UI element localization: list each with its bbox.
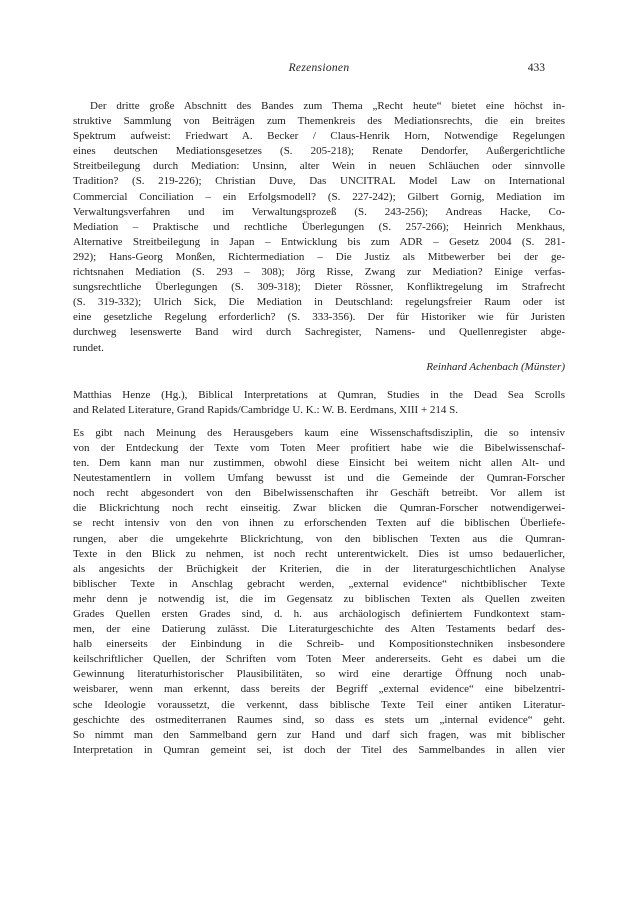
text-line: mehr denn je notwendig ist, die im Gegensatz zu biblischen Texten als Quellen zweiten	[73, 592, 565, 605]
text-line: Es gibt nach Meinung des Herausgebers kaum eine Wissenschaftsdisziplin, die so intensiv	[73, 426, 565, 439]
text-line: geschichte des ostmediterranen Raumes sind, so dass es stets um „internal evidence“ geht.	[73, 713, 565, 726]
text-line: Tradition? (S. 219-226); Christian Duve, Das UNCITRAL Model Law on International	[73, 175, 565, 188]
text-line: Der dritte große Abschnitt des Bandes zum Thema „Recht heute“ bietet eine höchst in-	[90, 100, 565, 112]
text-line: se recht intensiv von den von ihnen zu erforschenden Texten auf die biblischen Überliefe-	[73, 517, 565, 530]
text-line: and Related Literature, Grand Rapids/Cambridge U. K.: W. B. Eerdmans, XIII + 214 S.	[73, 403, 459, 416]
text-line: 292); Hans-Georg Monßen, Richtermediation – Die Justiz als Mitbewerber bei der ge-	[73, 250, 565, 263]
running-head-title: Rezensionen	[288, 62, 350, 74]
book-heading	[73, 388, 565, 418]
text-line: weisbarer, wenn man erkennt, dass bereits der Begriff „external evidence“ eine bibelzentri-	[73, 683, 565, 696]
text-line: rungen, aber die umgekehrte Blickrichtung, von den biblischen Texten aus die Qumran-	[73, 532, 565, 545]
review-mediation-paragraph	[73, 99, 565, 356]
text-line: struktive Sammlung von Beiträgen zum Themenkreis des Mediationsrechts, die ein breites	[73, 115, 565, 128]
text-line: Streitbeilegung durch Mediation: Unsinn, alter Wein in neuen Schläuchen oder sinnvolle	[73, 160, 565, 173]
paragraph-lines	[73, 99, 565, 341]
page-number: 433	[527, 62, 545, 74]
paragraph-lines	[73, 426, 565, 758]
text-line: als angesichts der Brüchigkeit der Kriterien, die in der literaturgeschichtlichen Analyse	[73, 562, 565, 575]
text-line: Grades Quellen ersten Grades sind, d. h. aus archäologisch definiertem Fundkontext stam-	[73, 608, 565, 620]
text-line: Matthias Henze (Hg.), Biblical Interpretations at Qumran, Studies in the Dead Sea Scrolls	[73, 388, 565, 401]
text-line: durchweg lesenswerte Band wird durch Sachregister, Namens- und Quellenregister abge-	[73, 326, 565, 339]
text-line: eine gesetzliche Regelung erforderlich? (S. 333-356). Der für Historiker wie für Juristen	[73, 311, 565, 324]
review-qumran-paragraph	[73, 426, 565, 758]
text-line: rundet.	[73, 341, 104, 354]
text-line: noch recht abgesondert von den Bibelwissenschaften ihr Geschäft betreibt. Vor allem ist	[73, 487, 565, 500]
text-line: halb einerseits der Einbindung in die Schreib- und Kompositionstechniken insbesondere	[73, 638, 565, 651]
text-line: richtsnahen Mediation (S. 293 – 308); Jörg Risse, Zwang zur Mediation? Einige verfas-	[73, 266, 565, 279]
text-line: von der Entdeckung der Texte vom Toten Meer profitiert habe wie die Bibelwissenschaf-	[73, 441, 565, 454]
text-line: Neutestamentlern in vollem Umfang bewusst ist und die Gemeinde der Qumran-Forscher	[73, 472, 565, 485]
text-line: Commercial Conciliation – ein Erfolgsmodell? (S. 227-242); Gilbert Gornig, Mediation im	[73, 190, 565, 203]
page-content	[73, 99, 565, 758]
text-line: sungsrechtliche Überlegungen (S. 309-318); Dieter Rössner, Konfliktregelung im Strafrecht	[73, 281, 565, 294]
text-line: sche Ideologie voraussetzt, die verkennt, dass biblische Texte Teil einer antiken Literatur-	[73, 698, 565, 711]
text-line: eines deutschen Mediationsgesetzes (S. 205-218); Renate Dendorfer, Außergerichtliche	[73, 145, 565, 158]
text-line: keilschriftlicher Quellen, der Schriften vom Toten Meer andererseits. Geht es dabei um die	[73, 653, 565, 666]
reviewer-signature: Reinhard Achenbach (Münster)	[426, 360, 565, 373]
text-line: Mediation – Praktische und rechtliche Überlegungen (S. 257-266); Heinrich Menkhaus,	[73, 220, 565, 233]
text-line: Gewinnung literaturhistorischer Plausibilitäten, so wird eine derartige Öffnung noch unab-	[73, 668, 565, 681]
text-line: Spektrum aufweist: Friedwart A. Becker / Claus-Henrik Horn, Notwendige Regelungen	[73, 130, 565, 143]
text-line: So nimmt man den Sammelband gern zur Hand und darf sich fragen, was mit biblischer	[73, 728, 565, 741]
text-line: die Blickrichtung noch recht einseitig. Zwar blicken die Qumran-Forscher notwendigerwei-	[73, 502, 565, 515]
text-line: ten. Dem kann man nur zustimmen, obwohl diese Einsicht bei weitem nicht allen Alt- und	[73, 457, 565, 470]
text-line: Alternative Streitbeilegung in Japan – Entwicklung bis zum ADR – Gesetz 2004 (S. 281-	[73, 235, 565, 248]
page-header	[73, 61, 565, 76]
text-line: (S. 319-332); Ulrich Sick, Die Mediation in Deutschland: regelungsfreier Raum oder ist	[73, 296, 565, 309]
text-line: men, der eine Datierung zulässt. Die Literaturgeschichte des Alten Testaments bedarf des-	[73, 623, 565, 636]
text-line: Texte in den Blick zu nehmen, ist noch recht unterentwickelt. Dies ist umso bedauerlicher,	[73, 547, 565, 560]
text-line: Interpretation in Qumran gemeint sei, ist doch der Titel des Sammelbandes in allen vier	[73, 743, 565, 756]
text-line: Verwaltungsverfahren und im Verwaltungsprozeß (S. 243-256); Andreas Hacke, Co-	[73, 205, 565, 218]
text-line: biblischer Texte in Anschlag gebracht werden, „external evidence“ nichtbiblischer Texte	[73, 577, 565, 590]
